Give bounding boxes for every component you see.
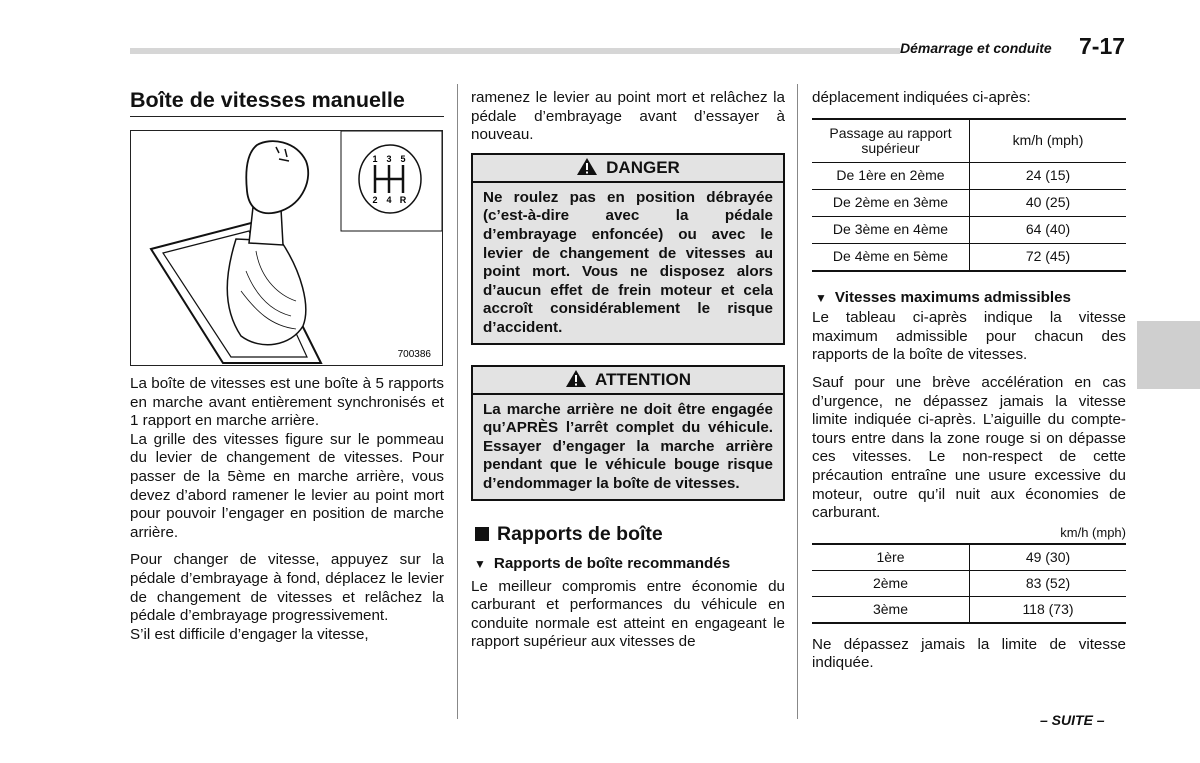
table-row — [812, 189, 1126, 216]
chapter-tab — [1137, 321, 1200, 389]
table-cell: De 4ème en 5ème — [812, 243, 970, 271]
table-cell: De 1ère en 2ème — [812, 162, 970, 189]
square-bullet-icon — [475, 527, 489, 541]
paragraph: La grille des vitesses figure sur le pommeau du levier de changement de vitesses. Pour passer de la 5ème en marche arrière, vous devez d’abord ramener le levier au point mort pour pouvoir l’engager en position de marche arrière. — [130, 430, 444, 541]
table-cell: 24 (15) — [1025, 167, 1071, 184]
attention-text: La marche arrière ne doit être engagée qu’APRÈS l’arrêt complet du véhicule. Essayer d’engager la marche arrière pendant que le véhicule bouge risque d’endommager la boîte de vitesses. — [471, 395, 785, 501]
gear-digit-3: 3 — [386, 154, 392, 164]
header-rule — [130, 48, 900, 54]
table-header: km/h (mph) — [1012, 132, 1084, 149]
gear-shift-figure — [130, 130, 443, 366]
page-title: Boîte de vitesses manuelle — [130, 88, 405, 112]
column-2-text — [471, 89, 785, 652]
table-unit-label: km/h (mph) — [1060, 524, 1126, 540]
page-number: 7-17 — [1079, 33, 1126, 59]
gear-digit-1: 1 — [372, 154, 378, 164]
sub-heading-title: Vitesses maximums admissibles — [834, 288, 1071, 306]
gear-knob-illustration — [131, 131, 442, 365]
table-cell: 1ère — [812, 544, 970, 571]
gear-digit-5: 5 — [400, 154, 406, 164]
table-cell: 64 (40) — [1025, 221, 1071, 238]
attention-title: ATTENTION — [594, 369, 691, 389]
section-heading — [471, 522, 785, 546]
paragraph: Sauf pour une brève accélération en cas d’urgence, ne dépassez jamais la vitesse limite indiquée ci-après. L’aiguille du compte-tours entre dans la zone rouge si on dépasse ces vitesses. Le non-respect de cette précaution entraîne une usure excessive du moteur, outre qu’il nuit aux économies de carburant. — [812, 373, 1126, 522]
paragraph: Pour changer de vitesse, appuyez sur la pédale d’embrayage à fond, déplacez le levier de changement de vitesses et relâchez la pédale d’embrayage progressivement. — [130, 551, 444, 625]
table-cell: 83 (52) — [1025, 574, 1071, 591]
table-header: Passage au rapport supérieur — [812, 119, 970, 163]
table-row — [812, 596, 1126, 623]
continued-label: – SUITE – — [1040, 712, 1105, 728]
triangle-down-icon: ▼ — [474, 557, 486, 572]
danger-box-header — [471, 153, 785, 183]
table-row — [812, 570, 1126, 596]
table-row — [812, 243, 1126, 271]
table-cell: 118 (73) — [1022, 600, 1074, 617]
paragraph: Le tableau ci-après indique la vitesse maximum admissible pour chacun des rapports de la boîte de vitesses. — [812, 309, 1126, 364]
sub-heading-title: Rapports de boîte recommandés — [493, 555, 731, 573]
paragraph: Ne dépassez jamais la limite de vitesse indiquée. — [812, 635, 1126, 672]
figure-code: 700386 — [397, 349, 431, 360]
upshift-table — [812, 118, 1126, 272]
table-cell: 49 (30) — [1025, 548, 1071, 565]
table-header-row — [812, 119, 1126, 163]
column-divider — [797, 84, 798, 719]
gear-digit-4: 4 — [386, 195, 392, 205]
section-title: Rapports de boîte — [497, 522, 663, 545]
table-row — [812, 544, 1126, 571]
sub-heading — [812, 289, 1126, 308]
table-cell: 3ème — [812, 596, 970, 623]
warning-triangle-icon — [565, 369, 587, 388]
danger-text: Ne roulez pas en position débrayée (c’est-à-dire avec la pédale d’embrayage enfoncée) ou avec le levier de changement de vitesses au point mort. Vous ne disposez alors d’aucun effet de frein moteur et cela accroît considérablement le risque d’accident. — [471, 183, 785, 345]
table-cell: 2ème — [812, 570, 970, 596]
danger-title: DANGER — [606, 157, 680, 177]
attention-box — [471, 365, 785, 501]
table-row — [812, 162, 1126, 189]
header-section-title: Démarrage et conduite — [900, 40, 1052, 56]
table-cell: 72 (45) — [1025, 248, 1071, 265]
paragraph: Le meilleur compromis entre économie du carburant et performances du véhicule en conduite normale est atteint en engageant le rapport supérieur aux vitesses de — [471, 577, 785, 651]
paragraph: La boîte de vitesses est une boîte à 5 rapports en marche avant entièrement synchronisés et 1 rapport en marche arrière. — [130, 375, 444, 430]
warning-triangle-icon — [576, 157, 598, 176]
max-speed-table — [812, 543, 1126, 624]
column-3-text — [812, 89, 1126, 673]
paragraph: ramenez le levier au point mort et relâchez la pédale d’embrayage avant d’essayer à nouveau. — [471, 89, 785, 144]
table-cell: De 2ème en 3ème — [812, 189, 970, 216]
gear-digit-2: 2 — [372, 195, 378, 205]
attention-box-header — [471, 365, 785, 395]
gear-digit-r: R — [399, 195, 407, 205]
table-row — [812, 216, 1126, 243]
paragraph: S’il est difficile d’engager la vitesse, — [130, 625, 369, 643]
triangle-down-icon: ▼ — [815, 290, 827, 305]
paragraph: déplacement indiquées ci-après: — [812, 89, 1031, 106]
table-cell: De 3ème en 4ème — [812, 216, 970, 243]
title-underline — [130, 116, 444, 117]
table-cell: 40 (25) — [1025, 194, 1071, 211]
danger-box — [471, 153, 785, 345]
sub-heading — [471, 555, 785, 574]
column-1-text — [130, 375, 444, 644]
column-divider — [457, 84, 458, 719]
